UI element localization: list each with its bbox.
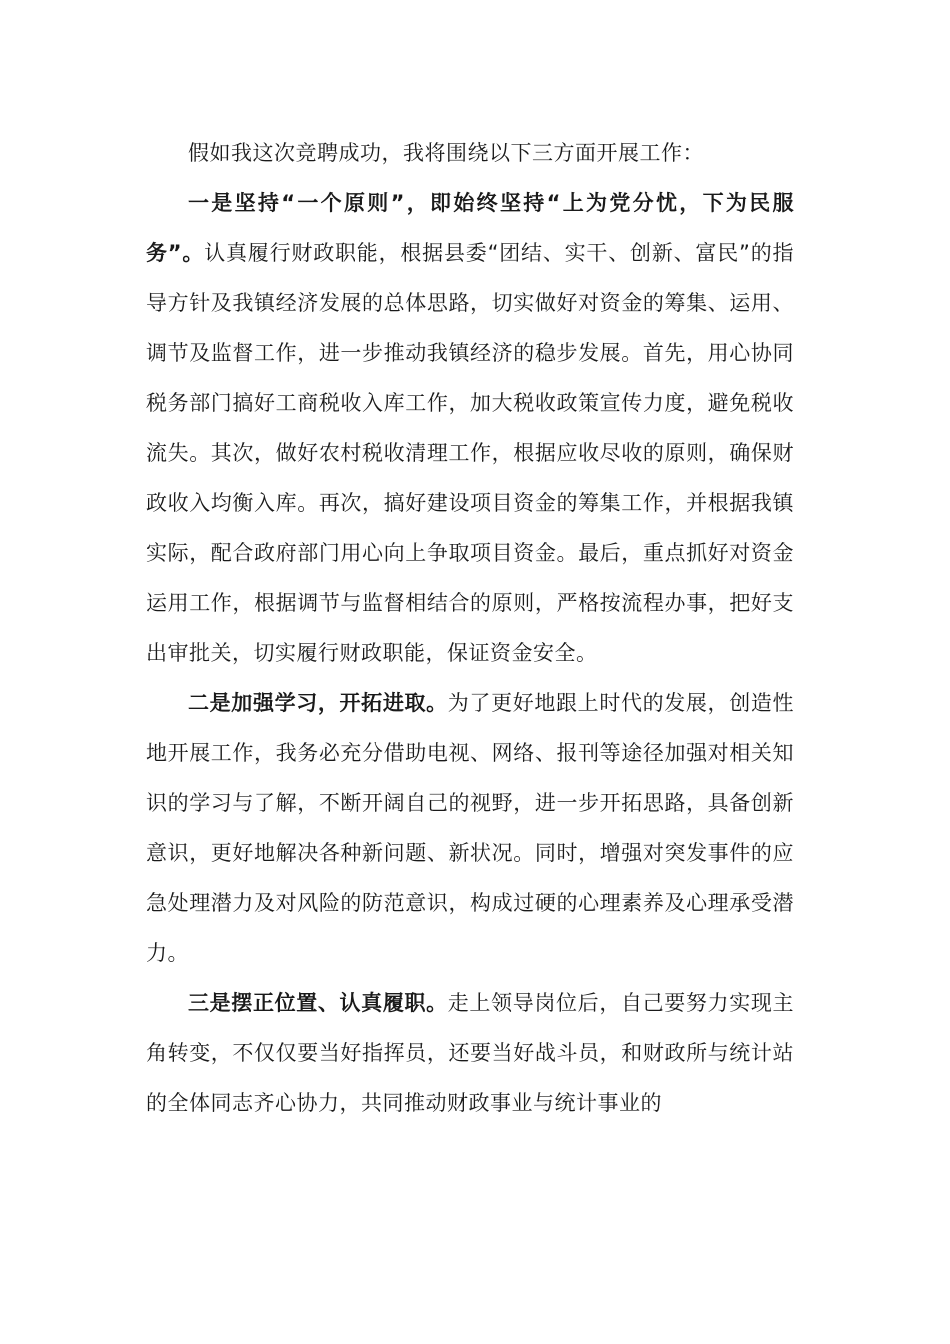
paragraph-principle: [146, 178, 794, 678]
paragraph-study-text: 为了更好地跟上时代的发展，创造性地开展工作，我务必充分借助电视、网络、报刊等途径加强对相关知识的学习与了解，不断开阔自己的视野，进一步开拓思路，具备创新意识，更好地解决各种新问题、新状况。同时，增强对突发事件的应急处理潜力及对风险的防范意识，构成过硬的心理素养及心理承受潜力。: [146, 691, 795, 965]
paragraph-position-text: 走上领导岗位后，自己要努力实现主角转变，不仅仅要当好指挥员，还要当好战斗员，和财政所与统计站的全体同志齐心协力，共同推动财政事业与统计事业的: [146, 991, 795, 1115]
paragraph-position: [146, 978, 794, 1128]
document-body: [146, 128, 794, 1128]
paragraph-principle-lead: 一是坚持“一个原则”，即始终坚持“上为党分忧，下为民服务”。: [146, 191, 794, 265]
paragraph-intro: [146, 128, 794, 178]
paragraph-study: [146, 678, 794, 978]
paragraph-study-lead: 二是加强学习，开拓进取。: [188, 691, 448, 715]
paragraph-intro-text: 假如我这次竞聘成功，我将围绕以下三方面开展工作：: [188, 141, 704, 165]
paragraph-position-lead: 三是摆正位置、认真履职。: [188, 991, 448, 1015]
paragraph-principle-text: 认真履行财政职能，根据县委“团结、实干、创新、富民”的指导方针及我镇经济发展的总体思路，切实做好对资金的筹集、运用、调节及监督工作，进一步推动我镇经济的稳步发展。首先，用心协同税务部门搞好工商税收入库工作，加大税收政策宣传力度，避免税收流失。其次，做好农村税收清理工作，根据应收尽收的原则，确保财政收入均衡入库。再次，搞好建设项目资金的筹集工作，并根据我镇实际，配合政府部门用心向上争取项目资金。最后，重点抓好对资金运用工作，根据调节与监督相结合的原则，严格按流程办事，把好支出审批关，切实履行财政职能，保证资金安全。: [146, 241, 794, 665]
